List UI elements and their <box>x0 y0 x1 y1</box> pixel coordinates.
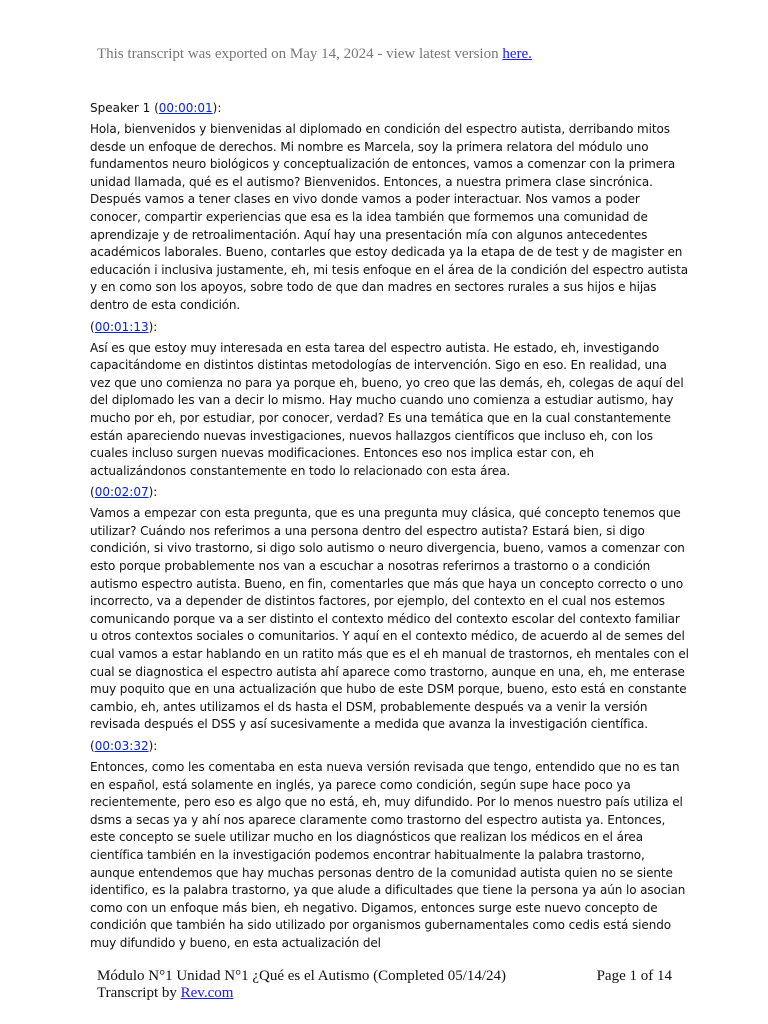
timestamp-line: (00:02:07): <box>90 485 158 500</box>
rev-link[interactable]: Rev.com <box>180 985 234 1001</box>
page-number: Page 1 of 14 <box>596 968 672 984</box>
timestamp-link[interactable]: 00:03:32 <box>94 739 149 753</box>
export-note-text: This transcript was exported on May 14, 2024 - view latest version <box>97 46 503 62</box>
page-footer <box>97 968 672 1002</box>
document-title: Módulo N°1 Unidad N°1 ¿Qué es el Autismo (Completed 05/14/24) <box>97 968 507 984</box>
transcript-paragraph: Vamos a empezar con esta pregunta, que es una pregunta muy clásica, qué concepto tenemos que utilizar? Cuándo nos referimos a una persona dentro del espectro autista? Estará bien, si digo condición, si vivo trastorno, si digo solo autismo o neuro divergencia, bueno, vamos a comenzar con esto porque probablemente nos van a escuchar a nosotras referirnos a trastorno o a condición autismo espectro autista. Bueno, en fin, comentarles que más que haya un concepto correcto o uno incorrecto, va a depender de distintos factores, por ejemplo, del contexto en el cual nos estemos comunicando porque va a ser distinto el contexto médico del contexto escolar del contexto familiar u otros contextos sociales o comunitarios. Y aquí en el contexto médico, de acuerdo al de semes del cual vamos a estar hablando en un ratito más que es el eh manual de trastornos, eh mentales con el cual se diagnostica el espectro autista ahí aparece como trastorno, aunque en una, eh, me enterase muy poquito que en una actualización que hubo de este DSM porque, bueno, esto está en constante cambio, eh, antes utilizamos el ds hasta el DSM, probablemente después va a venir la versión revisada después el DSS y así sucesivamente a medida que avanza la investigación científica. <box>90 506 689 732</box>
timestamp-link[interactable]: 00:00:01 <box>158 101 213 115</box>
transcript-credit: Transcript by <box>97 985 181 1001</box>
timestamp-line: (00:01:13): <box>90 319 158 334</box>
transcript-paragraph: Hola, bienvenidos y bienvenidas al diplomado en condición del espectro autista, derribando mitos desde un enfoque de derechos. Mi nombre es Marcela, soy la primera relatora del módulo uno fundamentos neuro biológicos y conceptualización de entonces, vamos a comenzar con la primera unidad llamada, qué es el autismo? Bienvenidos. Entonces, a nuestra primera clase sincrónica. Después vamos a tener clases en vivo donde vamos a poder interactuar. Nos vamos a poder conocer, compartir experiencias que esa es la idea también que formemos una comunidad de aprendizaje y de retroalimentación. Aquí hay una presentación mía con algunos antecedentes académicos laborales. Bueno, contarles que estoy dedicada ya la etapa de de test y de magister en educación i inclusiva justamente, eh, mi tesis enfoque en el área de la condición del espectro autista y en como son los apoyos, sobre todo de que dan madres en sectores rurales a sus hijos e hijas dentro de esta condición. <box>90 122 688 312</box>
latest-version-link[interactable]: here. <box>502 46 532 62</box>
speaker-heading: Speaker 1 (00:00:01): <box>90 101 222 115</box>
timestamp-link[interactable]: 00:01:13 <box>94 319 149 334</box>
timestamp-link[interactable]: 00:02:07 <box>94 485 149 500</box>
transcript-paragraph: Entonces, como les comentaba en esta nueva versión revisada que tengo, entendido que no es tan en español, está solamente en inglés, ya parece como condición, según supe hace poco ya recientemente, pero eso es algo que no está, eh, muy difundido. Por lo menos nuestro país utiliza el dsms a secas ya y ahí nos aparece claramente como trastorno del espectro autista ya. Entonces, este concepto se suele utilizar mucho en los diagnósticos que realizan los médicos en el área científica también en la investigación podemos encontrar habitualmente la palabra trastorno, aunque entendemos que hay muchas personas dentro de la comunidad autista quien no se siente identifico, es la palabra trastorno, ya que alude a dificultades que tiene la persona ya aún lo asocian como con un enfoque más bien, eh negativo. Digamos, entonces surge este nuevo concepto de condición que también ha sido utilizado por organismos gubernamentales como cedis está siendo muy difundido y bueno, en esta actualización del <box>90 760 686 950</box>
transcript-paragraph: Así es que estoy muy interesada en esta tarea del espectro autista. He estado, eh, investigando capacitándome en distintos distintas metodologías de intervención. Sigo en eso. En realidad, una vez que uno comienza no para ya porque eh, bueno, yo creo que las demás, eh, colegas de aquí del del diplomado les van a decir lo mismo. Hay mucho cuando uno comienza a estudiar autismo, hay mucho por eh, por estudiar, por conocer, verdad? Es una temática que en la cual constantemente están apareciendo nuevas investigaciones, nuevos hallazgos científicos que incluso eh, con los cuales incluso surgen nuevas modificaciones. Entonces eso nos implica estar con, eh actualizándonos constantemente en todo lo relacionado con esta área. <box>90 340 684 478</box>
export-note <box>97 46 532 63</box>
transcript-body <box>90 100 690 957</box>
speaker-name: Speaker 1 <box>90 101 151 115</box>
timestamp-line: (00:03:32): <box>90 739 158 753</box>
